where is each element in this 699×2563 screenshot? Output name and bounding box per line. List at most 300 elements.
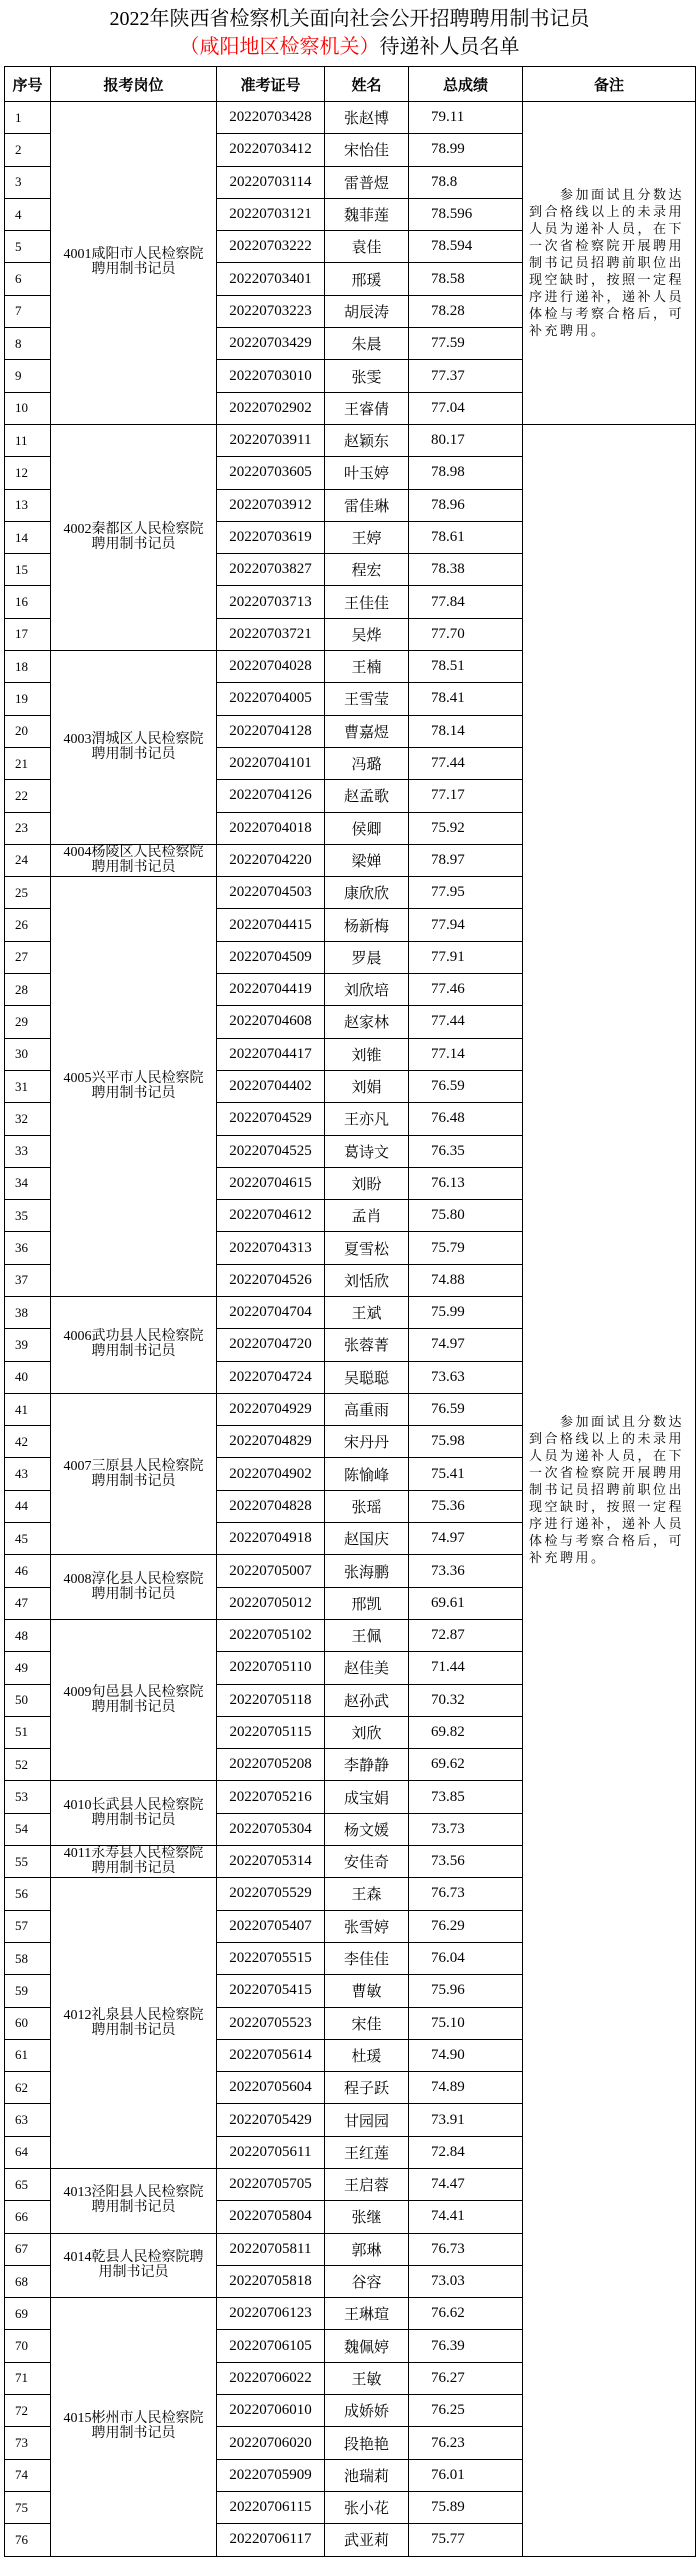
exam-id-cell: 20220704509 (217, 941, 325, 973)
exam-id-cell: 20220703619 (217, 521, 325, 553)
subtitle-region: （咸阳地区检察机关） (179, 36, 380, 58)
name-cell: 张小花 (325, 2491, 409, 2523)
name-cell: 刘欣 (325, 1716, 409, 1748)
score-cell: 76.48 (409, 1103, 523, 1135)
name-cell: 赵孙武 (325, 1684, 409, 1716)
page-subtitle (0, 33, 699, 61)
score-cell: 75.89 (409, 2491, 523, 2523)
name-cell: 王雪莹 (325, 683, 409, 715)
exam-id-cell: 20220703713 (217, 586, 325, 618)
name-cell: 李静静 (325, 1749, 409, 1781)
name-cell: 郭琳 (325, 2233, 409, 2265)
name-cell: 刘锥 (325, 1038, 409, 1070)
score-cell: 77.91 (409, 941, 523, 973)
name-cell: 王琳瑄 (325, 2298, 409, 2330)
name-cell: 袁佳 (325, 231, 409, 263)
seq-cell: 61 (5, 2039, 51, 2071)
position-label: 4015彬州市人民检察院聘用制书记员 (63, 2411, 204, 2442)
score-cell: 69.61 (409, 1587, 523, 1619)
score-cell: 77.84 (409, 586, 523, 618)
score-cell: 76.73 (409, 1878, 523, 1910)
exam-id-cell: 20220705604 (217, 2072, 325, 2104)
position-cell (51, 2233, 217, 2298)
score-cell: 75.77 (409, 2524, 523, 2556)
seq-cell: 24 (5, 844, 51, 876)
seq-cell: 64 (5, 2136, 51, 2168)
position-label: 4012礼泉县人民检察院聘用制书记员 (63, 2007, 204, 2038)
header-score: 总成绩 (409, 67, 523, 102)
remark-cell (523, 102, 696, 425)
subtitle-list-label: 待递补人员名单 (379, 36, 520, 58)
seq-cell: 28 (5, 974, 51, 1006)
position-cell (51, 102, 217, 425)
name-cell: 王红莲 (325, 2136, 409, 2168)
seq-cell: 75 (5, 2491, 51, 2523)
position-cell (51, 877, 217, 1297)
seq-cell: 42 (5, 1426, 51, 1458)
exam-id-cell: 20220706115 (217, 2491, 325, 2523)
seq-cell: 65 (5, 2169, 51, 2201)
position-label: 4007三原县人民检察院聘用制书记员 (63, 1458, 204, 1489)
header-remark: 备注 (523, 67, 696, 102)
seq-cell: 18 (5, 651, 51, 683)
score-cell: 78.14 (409, 715, 523, 747)
name-cell: 段艳艳 (325, 2427, 409, 2459)
exam-id-cell: 20220706010 (217, 2395, 325, 2427)
name-cell: 高重雨 (325, 1393, 409, 1425)
seq-cell: 13 (5, 489, 51, 521)
name-cell: 张瑶 (325, 1490, 409, 1522)
exam-id-cell: 20220703412 (217, 134, 325, 166)
remark-cell (523, 424, 696, 2556)
exam-id-cell: 20220705909 (217, 2459, 325, 2491)
name-cell: 罗晨 (325, 941, 409, 973)
score-cell: 73.36 (409, 1555, 523, 1587)
exam-id-cell: 20220703401 (217, 263, 325, 295)
score-cell: 73.85 (409, 1781, 523, 1813)
name-cell: 雷普煜 (325, 166, 409, 198)
name-cell: 王佩 (325, 1619, 409, 1651)
score-cell: 77.44 (409, 747, 523, 779)
seq-cell: 48 (5, 1619, 51, 1651)
exam-id-cell: 20220705811 (217, 2233, 325, 2265)
seq-cell: 66 (5, 2201, 51, 2233)
name-cell: 叶玉婷 (325, 457, 409, 489)
exam-id-cell: 20220705012 (217, 1587, 325, 1619)
seq-cell: 39 (5, 1329, 51, 1361)
seq-cell: 67 (5, 2233, 51, 2265)
seq-cell: 49 (5, 1652, 51, 1684)
score-cell: 78.51 (409, 651, 523, 683)
seq-cell: 74 (5, 2459, 51, 2491)
score-cell: 78.98 (409, 457, 523, 489)
seq-cell: 68 (5, 2265, 51, 2297)
seq-cell: 60 (5, 2007, 51, 2039)
exam-id-cell: 20220705118 (217, 1684, 325, 1716)
name-cell: 王启蓉 (325, 2169, 409, 2201)
name-cell: 杨文媛 (325, 1813, 409, 1845)
score-cell: 75.10 (409, 2007, 523, 2039)
name-cell: 张雯 (325, 360, 409, 392)
score-cell: 76.59 (409, 1393, 523, 1425)
exam-id-cell: 20220705429 (217, 2104, 325, 2136)
exam-id-cell: 20220703429 (217, 328, 325, 360)
seq-cell: 29 (5, 1006, 51, 1038)
name-cell: 王睿倩 (325, 392, 409, 424)
name-cell: 曹敏 (325, 1975, 409, 2007)
name-cell: 程子跃 (325, 2072, 409, 2104)
score-cell: 78.41 (409, 683, 523, 715)
position-label: 4003渭城区人民检察院聘用制书记员 (63, 731, 204, 762)
exam-id-cell: 20220703121 (217, 198, 325, 230)
exam-id-cell: 20220704220 (217, 844, 325, 876)
seq-cell: 32 (5, 1103, 51, 1135)
exam-id-cell: 20220704018 (217, 812, 325, 844)
position-cell (51, 1781, 217, 1846)
exam-id-cell: 20220705407 (217, 1910, 325, 1942)
position-label: 4010长武县人民检察院聘用制书记员 (63, 1797, 204, 1828)
name-cell: 王楠 (325, 651, 409, 683)
position-cell (51, 1846, 217, 1878)
seq-cell: 70 (5, 2330, 51, 2362)
seq-cell: 53 (5, 1781, 51, 1813)
exam-id-cell: 20220704529 (217, 1103, 325, 1135)
seq-cell: 2 (5, 134, 51, 166)
exam-id-cell: 20220704419 (217, 974, 325, 1006)
score-cell: 78.38 (409, 554, 523, 586)
exam-id-cell: 20220706117 (217, 2524, 325, 2556)
seq-cell: 73 (5, 2427, 51, 2459)
score-cell: 73.63 (409, 1361, 523, 1393)
exam-id-cell: 20220704028 (217, 651, 325, 683)
seq-cell: 22 (5, 780, 51, 812)
seq-cell: 31 (5, 1070, 51, 1102)
name-cell: 侯卿 (325, 812, 409, 844)
name-cell: 胡辰涛 (325, 295, 409, 327)
name-cell: 雷佳琳 (325, 489, 409, 521)
exam-id-cell: 20220703222 (217, 231, 325, 263)
exam-id-cell: 20220703605 (217, 457, 325, 489)
header-position: 报考岗位 (51, 67, 217, 102)
seq-cell: 17 (5, 618, 51, 650)
score-cell: 75.41 (409, 1458, 523, 1490)
score-cell: 76.25 (409, 2395, 523, 2427)
seq-cell: 62 (5, 2072, 51, 2104)
score-cell: 75.80 (409, 1200, 523, 1232)
seq-cell: 76 (5, 2524, 51, 2556)
seq-cell: 52 (5, 1749, 51, 1781)
exam-id-cell: 20220705304 (217, 1813, 325, 1845)
position-label: 4006武功县人民检察院聘用制书记员 (63, 1329, 204, 1360)
exam-id-cell: 20220705314 (217, 1846, 325, 1878)
score-cell: 77.70 (409, 618, 523, 650)
exam-id-cell: 20220703911 (217, 424, 325, 456)
seq-cell: 41 (5, 1393, 51, 1425)
name-cell: 张继 (325, 2201, 409, 2233)
exam-id-cell: 20220704417 (217, 1038, 325, 1070)
score-cell: 74.90 (409, 2039, 523, 2071)
exam-id-cell: 20220706020 (217, 2427, 325, 2459)
header-seq: 序号 (5, 67, 51, 102)
position-cell (51, 2298, 217, 2556)
exam-id-cell: 20220706105 (217, 2330, 325, 2362)
score-cell: 76.23 (409, 2427, 523, 2459)
score-cell: 73.56 (409, 1846, 523, 1878)
seq-cell: 45 (5, 1523, 51, 1555)
exam-id-cell: 20220705415 (217, 1975, 325, 2007)
seq-cell: 47 (5, 1587, 51, 1619)
seq-cell: 15 (5, 554, 51, 586)
name-cell: 张海鹏 (325, 1555, 409, 1587)
score-cell: 75.36 (409, 1490, 523, 1522)
score-cell: 73.91 (409, 2104, 523, 2136)
exam-id-cell: 20220705208 (217, 1749, 325, 1781)
exam-id-cell: 20220704402 (217, 1070, 325, 1102)
score-cell: 77.37 (409, 360, 523, 392)
seq-cell: 5 (5, 231, 51, 263)
position-cell (51, 1393, 217, 1554)
exam-id-cell: 20220702902 (217, 392, 325, 424)
position-cell (51, 424, 217, 650)
remark-text: 参加面试且分数达到合格线以上的未录用人员为递补人员，在下一次省检察院开展聘用制书记员招聘前职位出现空缺时，按照一定程序进行递补，递补人员体检与考察合格后，可补充聘用。 (529, 186, 685, 338)
name-cell: 武亚莉 (325, 2524, 409, 2556)
header-exam-id: 准考证号 (217, 67, 325, 102)
name-cell: 魏佩婷 (325, 2330, 409, 2362)
seq-cell: 30 (5, 1038, 51, 1070)
position-cell (51, 651, 217, 845)
seq-cell: 25 (5, 877, 51, 909)
name-cell: 池瑞莉 (325, 2459, 409, 2491)
name-cell: 张雪婷 (325, 1910, 409, 1942)
name-cell: 安佳奇 (325, 1846, 409, 1878)
exam-id-cell: 20220704929 (217, 1393, 325, 1425)
score-cell: 73.73 (409, 1813, 523, 1845)
seq-cell: 44 (5, 1490, 51, 1522)
name-cell: 王敏 (325, 2362, 409, 2394)
seq-cell: 72 (5, 2395, 51, 2427)
score-cell: 75.79 (409, 1232, 523, 1264)
name-cell: 张蓉菁 (325, 1329, 409, 1361)
score-cell: 80.17 (409, 424, 523, 456)
seq-cell: 58 (5, 1942, 51, 1974)
score-cell: 78.594 (409, 231, 523, 263)
exam-id-cell: 20220705818 (217, 2265, 325, 2297)
seq-cell: 51 (5, 1716, 51, 1748)
score-cell: 78.97 (409, 844, 523, 876)
name-cell: 赵颖东 (325, 424, 409, 456)
position-cell (51, 844, 217, 876)
seq-cell: 20 (5, 715, 51, 747)
score-cell: 76.29 (409, 1910, 523, 1942)
score-cell: 70.32 (409, 1684, 523, 1716)
score-cell: 72.87 (409, 1619, 523, 1651)
position-label: 4002秦都区人民检察院聘用制书记员 (63, 522, 204, 552)
exam-id-cell: 20220704829 (217, 1426, 325, 1458)
position-label: 4014乾县人民检察院聘用制书记员 (63, 2249, 204, 2280)
name-cell: 王婷 (325, 521, 409, 553)
name-cell: 赵孟歌 (325, 780, 409, 812)
position-label: 4008淳化县人民检察院聘用制书记员 (63, 1571, 204, 1602)
remark-text: 参加面试且分数达到合格线以上的未录用人员为递补人员，在下一次省检察院开展聘用制书记员招聘前职位出现空缺时，按照一定程序进行递补，递补人员体检与考察合格后，可补充聘用。 (529, 1414, 685, 1566)
position-cell (51, 1555, 217, 1620)
score-cell: 74.89 (409, 2072, 523, 2104)
exam-id-cell: 20220705705 (217, 2169, 325, 2201)
name-cell: 梁婵 (325, 844, 409, 876)
score-cell: 76.39 (409, 2330, 523, 2362)
exam-id-cell: 20220705102 (217, 1619, 325, 1651)
seq-cell: 4 (5, 198, 51, 230)
name-cell: 魏菲莲 (325, 198, 409, 230)
name-cell: 朱晨 (325, 328, 409, 360)
exam-id-cell: 20220705110 (217, 1652, 325, 1684)
seq-cell: 63 (5, 2104, 51, 2136)
exam-id-cell: 20220704128 (217, 715, 325, 747)
table-row (5, 102, 696, 134)
score-cell: 76.27 (409, 2362, 523, 2394)
position-label: 4001咸阳市人民检察院聘用制书记员 (63, 247, 204, 278)
score-cell: 75.92 (409, 812, 523, 844)
seq-cell: 8 (5, 328, 51, 360)
name-cell: 刘欣培 (325, 974, 409, 1006)
score-cell: 78.28 (409, 295, 523, 327)
table-row (5, 424, 696, 456)
exam-id-cell: 20220705216 (217, 1781, 325, 1813)
exam-id-cell: 20220704828 (217, 1490, 325, 1522)
seq-cell: 9 (5, 360, 51, 392)
position-label: 4005兴平市人民检察院聘用制书记员 (63, 1071, 204, 1102)
score-cell: 74.47 (409, 2169, 523, 2201)
name-cell: 杨新梅 (325, 909, 409, 941)
header-row (5, 67, 696, 102)
exam-id-cell: 20220704612 (217, 1200, 325, 1232)
name-cell: 宋丹丹 (325, 1426, 409, 1458)
score-cell: 78.58 (409, 263, 523, 295)
exam-id-cell: 20220703010 (217, 360, 325, 392)
name-cell: 宋怡佳 (325, 134, 409, 166)
exam-id-cell: 20220705007 (217, 1555, 325, 1587)
exam-id-cell: 20220703721 (217, 618, 325, 650)
seq-cell: 23 (5, 812, 51, 844)
score-cell: 76.35 (409, 1135, 523, 1167)
exam-id-cell: 20220703428 (217, 102, 325, 134)
score-cell: 77.46 (409, 974, 523, 1006)
position-cell (51, 1878, 217, 2169)
name-cell: 赵国庆 (325, 1523, 409, 1555)
score-cell: 74.97 (409, 1523, 523, 1555)
seq-cell: 35 (5, 1200, 51, 1232)
position-label: 4011永寿县人民检察院聘用制书记员 (63, 1846, 204, 1877)
seq-cell: 33 (5, 1135, 51, 1167)
seq-cell: 11 (5, 424, 51, 456)
score-cell: 77.17 (409, 780, 523, 812)
seq-cell: 14 (5, 521, 51, 553)
score-cell: 78.596 (409, 198, 523, 230)
position-cell (51, 2169, 217, 2234)
exam-id-cell: 20220706123 (217, 2298, 325, 2330)
exam-id-cell: 20220705611 (217, 2136, 325, 2168)
exam-id-cell: 20220704608 (217, 1006, 325, 1038)
position-label: 4009旬邑县人民检察院聘用制书记员 (63, 1684, 204, 1715)
name-cell: 刘盼 (325, 1167, 409, 1199)
name-cell: 王斌 (325, 1296, 409, 1328)
name-cell: 宋佳 (325, 2007, 409, 2039)
seq-cell: 40 (5, 1361, 51, 1393)
seq-cell: 54 (5, 1813, 51, 1845)
seq-cell: 1 (5, 102, 51, 134)
name-cell: 王森 (325, 1878, 409, 1910)
score-cell: 78.8 (409, 166, 523, 198)
candidate-table (4, 66, 696, 2557)
exam-id-cell: 20220704503 (217, 877, 325, 909)
name-cell: 张赵博 (325, 102, 409, 134)
exam-id-cell: 20220703223 (217, 295, 325, 327)
name-cell: 赵佳美 (325, 1652, 409, 1684)
exam-id-cell: 20220704724 (217, 1361, 325, 1393)
seq-cell: 27 (5, 941, 51, 973)
seq-cell: 16 (5, 586, 51, 618)
seq-cell: 26 (5, 909, 51, 941)
name-cell: 王亦凡 (325, 1103, 409, 1135)
exam-id-cell: 20220704526 (217, 1264, 325, 1296)
header-name: 姓名 (325, 67, 409, 102)
position-label: 4013泾阳县人民检察院聘用制书记员 (63, 2185, 204, 2216)
name-cell: 冯璐 (325, 747, 409, 779)
score-cell: 75.99 (409, 1296, 523, 1328)
name-cell: 葛诗文 (325, 1135, 409, 1167)
seq-cell: 21 (5, 747, 51, 779)
seq-cell: 57 (5, 1910, 51, 1942)
name-cell: 谷容 (325, 2265, 409, 2297)
name-cell: 程宏 (325, 554, 409, 586)
name-cell: 康欣欣 (325, 877, 409, 909)
score-cell: 76.04 (409, 1942, 523, 1974)
seq-cell: 37 (5, 1264, 51, 1296)
score-cell: 77.94 (409, 909, 523, 941)
name-cell: 孟肖 (325, 1200, 409, 1232)
exam-id-cell: 20220705515 (217, 1942, 325, 1974)
seq-cell: 6 (5, 263, 51, 295)
name-cell: 陈愉峰 (325, 1458, 409, 1490)
name-cell: 赵家林 (325, 1006, 409, 1038)
exam-id-cell: 20220704918 (217, 1523, 325, 1555)
name-cell: 甘园园 (325, 2104, 409, 2136)
exam-id-cell: 20220705115 (217, 1716, 325, 1748)
score-cell: 77.04 (409, 392, 523, 424)
seq-cell: 7 (5, 295, 51, 327)
score-cell: 69.82 (409, 1716, 523, 1748)
exam-id-cell: 20220704126 (217, 780, 325, 812)
seq-cell: 12 (5, 457, 51, 489)
table-header (5, 67, 696, 102)
exam-id-cell: 20220704415 (217, 909, 325, 941)
name-cell: 刘恬欣 (325, 1264, 409, 1296)
name-cell: 王佳佳 (325, 586, 409, 618)
seq-cell: 19 (5, 683, 51, 715)
exam-id-cell: 20220706022 (217, 2362, 325, 2394)
score-cell: 78.99 (409, 134, 523, 166)
seq-cell: 3 (5, 166, 51, 198)
seq-cell: 43 (5, 1458, 51, 1490)
page-title: 2022年陕西省检察机关面向社会公开招聘聘用制书记员 (109, 8, 590, 30)
score-cell: 77.59 (409, 328, 523, 360)
seq-cell: 55 (5, 1846, 51, 1878)
name-cell: 李佳佳 (325, 1942, 409, 1974)
seq-cell: 69 (5, 2298, 51, 2330)
seq-cell: 59 (5, 1975, 51, 2007)
table-body (5, 102, 696, 2557)
score-cell: 77.95 (409, 877, 523, 909)
name-cell: 杜瑗 (325, 2039, 409, 2071)
